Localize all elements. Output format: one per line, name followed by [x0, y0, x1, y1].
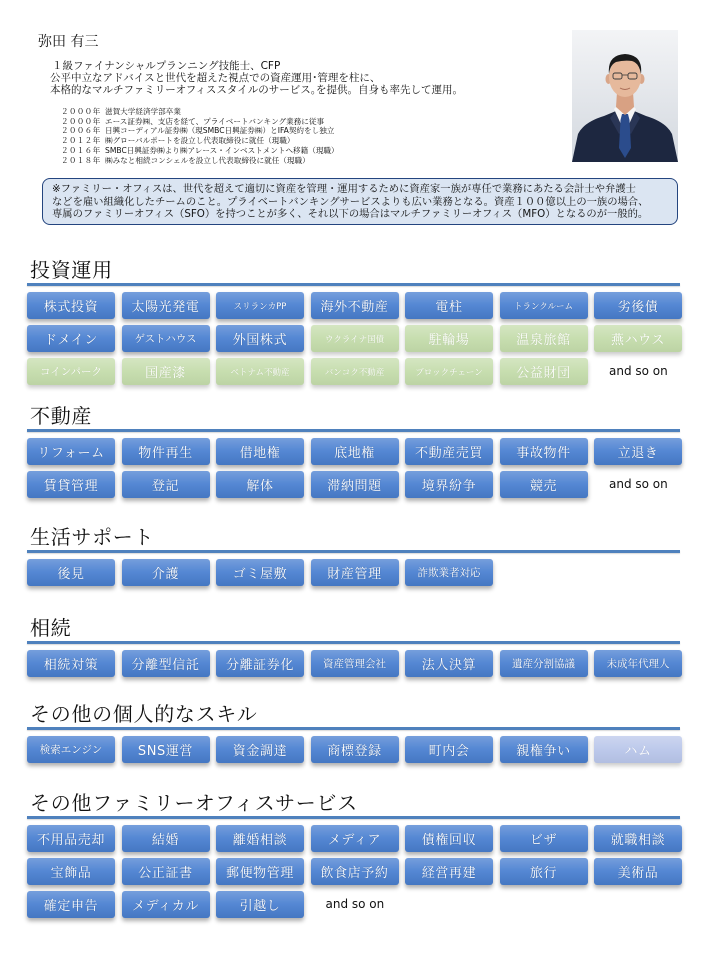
career-item	[61, 126, 339, 136]
tag-grid	[27, 292, 683, 386]
skill-tag: 郵便物管理	[216, 858, 304, 885]
career-text: エース証券㈱、支店を経て、プライベートバンキング業務に従事	[105, 116, 325, 126]
skill-tag: 法人決算	[405, 650, 493, 677]
skill-tag: 分離型信託	[122, 650, 210, 677]
skill-tag: 燕ハウス	[594, 325, 682, 352]
skill-tag: 海外不動産	[311, 292, 399, 319]
note-line: などを雇い組織化したチームのこと。プライベートバンキングサービスよりも広い業務となる。資産１００億以上の一族の場合、	[52, 195, 649, 208]
skill-tag: 親権争い	[500, 736, 588, 763]
section-real-estate	[27, 405, 683, 504]
tag-row	[27, 559, 683, 587]
section-life-support	[27, 526, 683, 592]
tag-row	[27, 292, 683, 320]
skill-tag: 財産管理	[311, 559, 399, 586]
skill-tag: 立退き	[594, 438, 682, 465]
section-divider	[27, 816, 680, 819]
family-office-note	[42, 178, 678, 225]
section-title: 相続	[30, 616, 72, 640]
section-title: その他ファミリーオフィスサービス	[30, 791, 358, 815]
skill-tag: 結婚	[122, 825, 210, 852]
note-line: ※ファミリー・オフィスは、世代を超えて適切に資産を管理・運用するために資産家一族が専任で業務にあたる会計士や弁護士	[52, 183, 636, 195]
skill-tag: トランクルーム	[500, 292, 588, 319]
section-personal-skills	[27, 703, 683, 769]
skill-tag: ドメイン	[27, 325, 115, 352]
career-text: 日興コーディアル証券㈱（現SMBC日興証券㈱）とIFA契約をし独立	[105, 126, 335, 136]
tag-grid	[27, 650, 683, 678]
skill-tag: 就職相談	[594, 825, 682, 852]
tag-row	[27, 736, 683, 764]
section-divider	[27, 727, 680, 730]
skill-tag: 後見	[27, 559, 115, 586]
intro-line: 本格的なマルチファミリーオフィススタイルのサービス｡を提供。自身も率先して運用。	[50, 84, 463, 96]
section-investment	[27, 259, 683, 391]
tag-row	[27, 891, 683, 919]
skill-tag: 登記	[122, 471, 210, 498]
career-year: ２０００年	[61, 107, 101, 116]
tag-grid	[27, 736, 683, 764]
skill-tag: 町内会	[405, 736, 493, 763]
profile-intro	[50, 60, 463, 96]
note-line: 専属のファミリーオフィス（SFO）を持つことが多く、それ以下の場合はマルチファミリーオフィス（MFO）となるのが一般的。	[52, 208, 649, 221]
skill-tag: 資金調達	[216, 736, 304, 763]
and-so-on-text: and so on	[609, 364, 668, 378]
skill-tag: ウクライナ国債	[311, 325, 399, 352]
section-title: 生活サポート	[30, 525, 155, 549]
career-item	[61, 107, 339, 117]
and-so-on-text: and so on	[325, 897, 385, 911]
skill-tag: 引越し	[216, 891, 304, 918]
career-text: ㈱グローバルポートを設立し代表取締役に就任（現職）	[105, 136, 295, 146]
section-divider	[27, 550, 680, 553]
section-title: 不動産	[30, 404, 93, 428]
career-year: ２０１２年	[61, 136, 101, 146]
skill-tag: 未成年代理人	[594, 650, 682, 677]
skill-tag: ゴミ屋敷	[216, 559, 304, 586]
career-text: 滋賀大学経済学部卒業	[105, 107, 181, 116]
portrait-photo	[572, 30, 678, 162]
skill-tag: ベトナム不動産	[216, 358, 304, 385]
section-divider	[27, 641, 680, 644]
career-item	[61, 136, 339, 146]
skill-tag: バンコク不動産	[311, 358, 399, 385]
skill-tag: SNS運営	[122, 736, 210, 763]
career-year: ２００６年	[61, 126, 101, 136]
section-title: その他の個人的なスキル	[30, 702, 258, 726]
skill-tag: 詐欺業者対応	[405, 559, 493, 586]
skill-tag: スリランカPP	[216, 292, 304, 319]
skill-tag: 底地権	[311, 438, 399, 465]
skill-tag: 株式投資	[27, 292, 115, 319]
skill-tag: 物件再生	[122, 438, 210, 465]
skill-tag: ゲストハウス	[122, 325, 210, 352]
skill-tag: ブロックチェーン	[405, 358, 493, 385]
skill-tag: 駐輪場	[405, 325, 493, 352]
skill-tag: 遺産分割協議	[500, 650, 588, 677]
career-text: ㈱みなと相続コンシェルを設立し代表取締役に就任（現職）	[105, 155, 310, 165]
skill-tag: ハム	[594, 736, 682, 763]
skill-tag: 債権回収	[405, 825, 493, 852]
and-so-on-text: and so on	[609, 477, 668, 491]
career-text: SMBC日興証券㈱より㈱アレース・インベストメントへ移籍（現職）	[105, 145, 339, 155]
skill-tag: 不動産売買	[405, 438, 493, 465]
skill-tag: 美術品	[594, 858, 682, 885]
skill-tag: 旅行	[500, 858, 588, 885]
intro-line: 公平中立なアドバイスと世代を超えた視点での資産運用･管理を柱に、	[50, 72, 381, 84]
career-year: ２０１６年	[61, 145, 101, 155]
skill-tag: 離婚相談	[216, 825, 304, 852]
skill-tag: 温泉旅館	[500, 325, 588, 352]
section-divider	[27, 283, 680, 286]
tag-grid	[27, 559, 683, 587]
skill-tag: 劣後債	[594, 292, 682, 319]
tag-row	[27, 650, 683, 678]
profile-name: 弥田 有三	[38, 34, 99, 50]
section-divider	[27, 429, 680, 432]
tag-row	[27, 438, 683, 466]
skill-tag: 資産管理会社	[311, 650, 399, 677]
section-title: 投資運用	[30, 258, 113, 282]
skill-tag: 賃貸管理	[27, 471, 115, 498]
skill-tag: 外国株式	[216, 325, 304, 352]
career-item	[61, 146, 339, 156]
skill-tag: 検索エンジン	[27, 736, 115, 763]
tag-row	[27, 471, 683, 499]
section-family-office-services	[27, 792, 683, 924]
career-year: ２０１８年	[61, 155, 101, 165]
skill-tag: 電柱	[405, 292, 493, 319]
skill-tag: 宝飾品	[27, 858, 115, 885]
tag-row	[27, 325, 683, 353]
skill-tag: 相続対策	[27, 650, 115, 677]
skill-tag: メディア	[311, 825, 399, 852]
tag-grid	[27, 438, 683, 499]
skill-tag: 不用品売却	[27, 825, 115, 852]
tag-row	[27, 358, 683, 386]
skill-tag: 介護	[122, 559, 210, 586]
skill-tag: コインパーク	[27, 358, 115, 385]
career-history	[61, 107, 339, 165]
skill-tag: 飲食店予約	[311, 858, 399, 885]
skill-tag: 借地権	[216, 438, 304, 465]
career-item	[61, 117, 339, 127]
skill-tag: 公益財団	[500, 358, 588, 385]
tag-row	[27, 858, 683, 886]
skill-tag: ビザ	[500, 825, 588, 852]
skill-tag: 競売	[500, 471, 588, 498]
skill-tag: 経営再建	[405, 858, 493, 885]
skill-tag: リフォーム	[27, 438, 115, 465]
skill-tag: 滞納問題	[311, 471, 399, 498]
tag-row	[27, 825, 683, 853]
skill-tag: 商標登録	[311, 736, 399, 763]
skill-tag: 事故物件	[500, 438, 588, 465]
career-year: ２０００年	[61, 116, 101, 126]
intro-line: １級ファイナンシャルプランニング技能士、CFP	[52, 60, 281, 72]
skill-tag: 境界紛争	[405, 471, 493, 498]
career-item	[61, 156, 339, 166]
skill-tag: メディカル	[122, 891, 210, 918]
section-inheritance	[27, 617, 683, 683]
skill-tag: 国産漆	[122, 358, 210, 385]
skill-tag: 確定申告	[27, 891, 115, 918]
profile-photo	[572, 30, 678, 162]
skill-tag: 太陽光発電	[122, 292, 210, 319]
tag-grid	[27, 825, 683, 919]
skill-tag: 解体	[216, 471, 304, 498]
skill-tag: 分離証券化	[216, 650, 304, 677]
skill-tag: 公正証書	[122, 858, 210, 885]
